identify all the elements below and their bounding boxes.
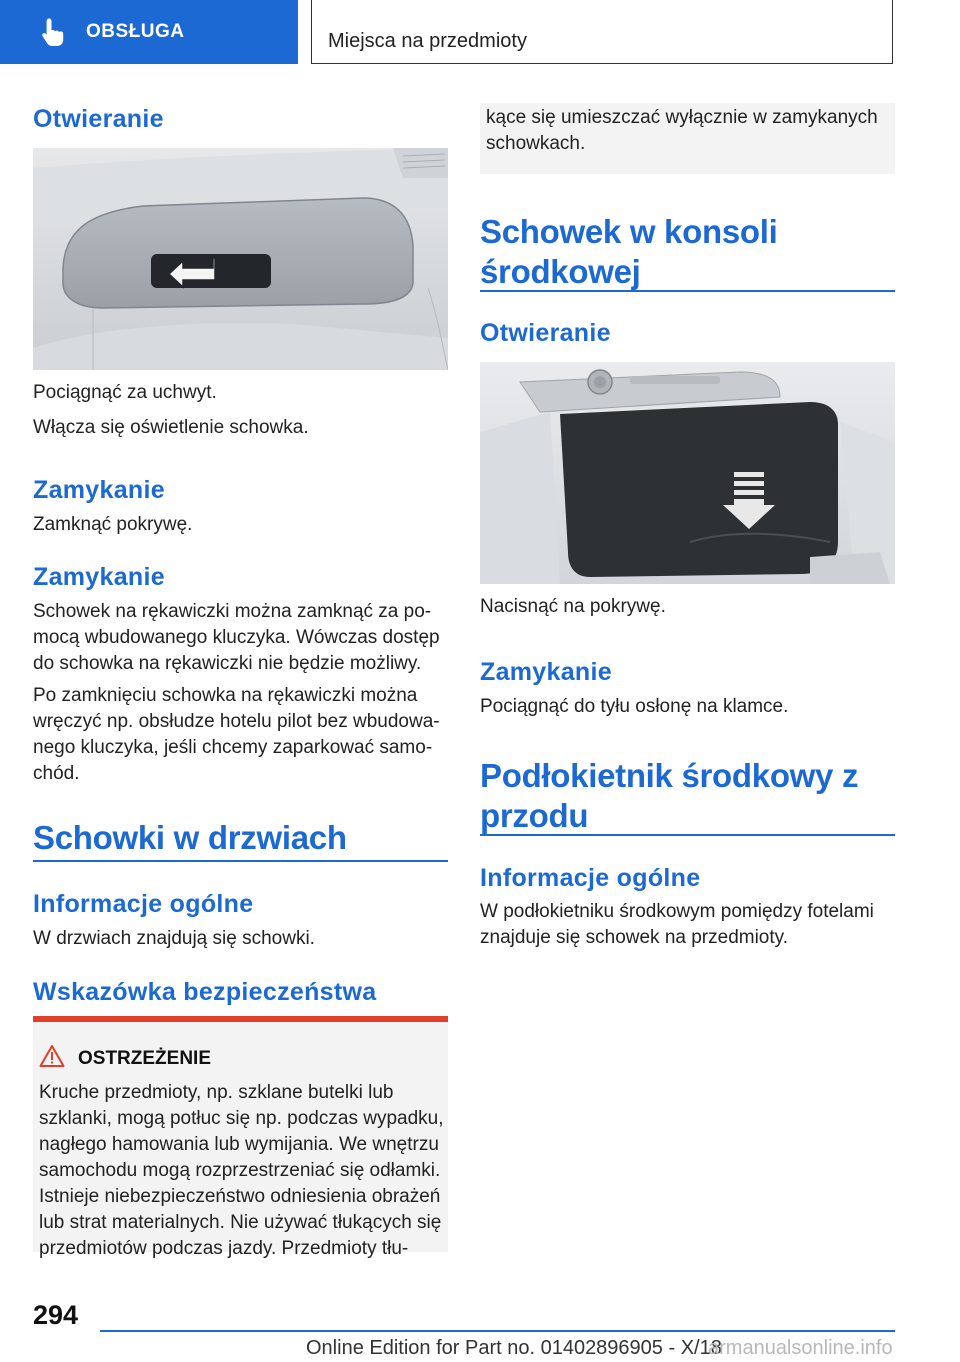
paragraph-pull-handle: Pociągnąć za uchwyt.: [33, 382, 217, 403]
footer-watermark: armanualsonline.info: [708, 1337, 893, 1359]
heading-rule: [33, 860, 448, 862]
paragraph-close-lid: Zamknąć pokrywę.: [33, 514, 193, 535]
heading-front-armrest: Podłokietnik środkowy z przodu: [480, 757, 859, 834]
paragraph-door-storage: W drzwiach znajdują się schowki.: [33, 928, 315, 949]
paragraph-hotel-key: Po zamknięciu schowka na rękawiczki można wręczyć np. obsłudze hotelu pilot bez wbudowa- nego kluczyka, jeśli chcemy zaparkować samo- chód.: [33, 685, 440, 784]
paragraph-slide-cover: Pociągnąć do tyłu osłonę na klamce.: [480, 696, 789, 717]
paragraph-key-lock: Schowek na rękawiczki można zamknąć za po- mocą wbudowanego kluczyka. Wówczas dostęp do schowka na rękawiczki nie będzie możliwy.: [33, 601, 440, 674]
footer-rule: [100, 1330, 895, 1332]
paragraph-armrest-storage: W podłokietniku środkowym pomiędzy fotelami znajduje się schowek na przedmioty.: [480, 901, 874, 948]
page-number: 294: [33, 1300, 79, 1330]
heading-rule: [480, 834, 895, 836]
warning-triangle-icon: [39, 1044, 65, 1068]
heading-rule: [480, 290, 895, 292]
section-title: Miejsca na przedmioty: [328, 30, 527, 52]
warning-continuation-text: kące się umieszczać wyłącznie w zamykanych schowkach.: [486, 107, 878, 154]
heading-general-info-right: Informacje ogólne: [480, 864, 701, 892]
heading-opening-console: Otwieranie: [480, 319, 611, 347]
paragraph-press-lid: Nacisnąć na pokrywę.: [480, 596, 666, 617]
footer-edition: Online Edition for Part no. 01402896905 - X/18: [306, 1337, 722, 1359]
header-chapter-tab[interactable]: [0, 0, 298, 64]
hand-pointer-icon: [40, 17, 66, 47]
heading-closing-1: Zamykanie: [33, 476, 165, 504]
heading-closing-console: Zamykanie: [480, 658, 612, 686]
heading-safety-note: Wskazówka bezpieczeństwa: [33, 978, 377, 1006]
console-storage-illustration: [480, 362, 895, 584]
warning-continuation-box: [480, 103, 895, 174]
glovebox-illustration: [33, 148, 448, 370]
warning-title: OSTRZEŻENIE: [78, 1048, 212, 1069]
heading-opening: Otwieranie: [33, 105, 164, 133]
warning-box: [33, 1016, 448, 1259]
heading-closing-2: Zamykanie: [33, 563, 165, 591]
heading-general-info-left: Informacje ogólne: [33, 890, 254, 918]
heading-door-storage: Schowki w drzwiach: [33, 819, 347, 856]
section-header: [311, 0, 893, 64]
heading-console-storage: Schowek w konsoli środkowej: [480, 213, 778, 290]
paragraph-light-on: Włącza się oświetlenie schowka.: [33, 417, 309, 438]
warning-text: Kruche przedmioty, np. szklane butelki lub szklanki, mogą potłuc się np. podczas wypadku, nagłego hamowania lub wymijania. We wnętrzu samochodu mogą rozprzestrzeniać się odłamki. Istnieje niebezpieczeństwo odniesienia obrażeń lub strat materialnych. Nie używać tłukących się przedmiotów podczas jazdy. Przedmioty tłu-: [39, 1082, 444, 1259]
chapter-label: OBSŁUGA: [86, 21, 185, 42]
